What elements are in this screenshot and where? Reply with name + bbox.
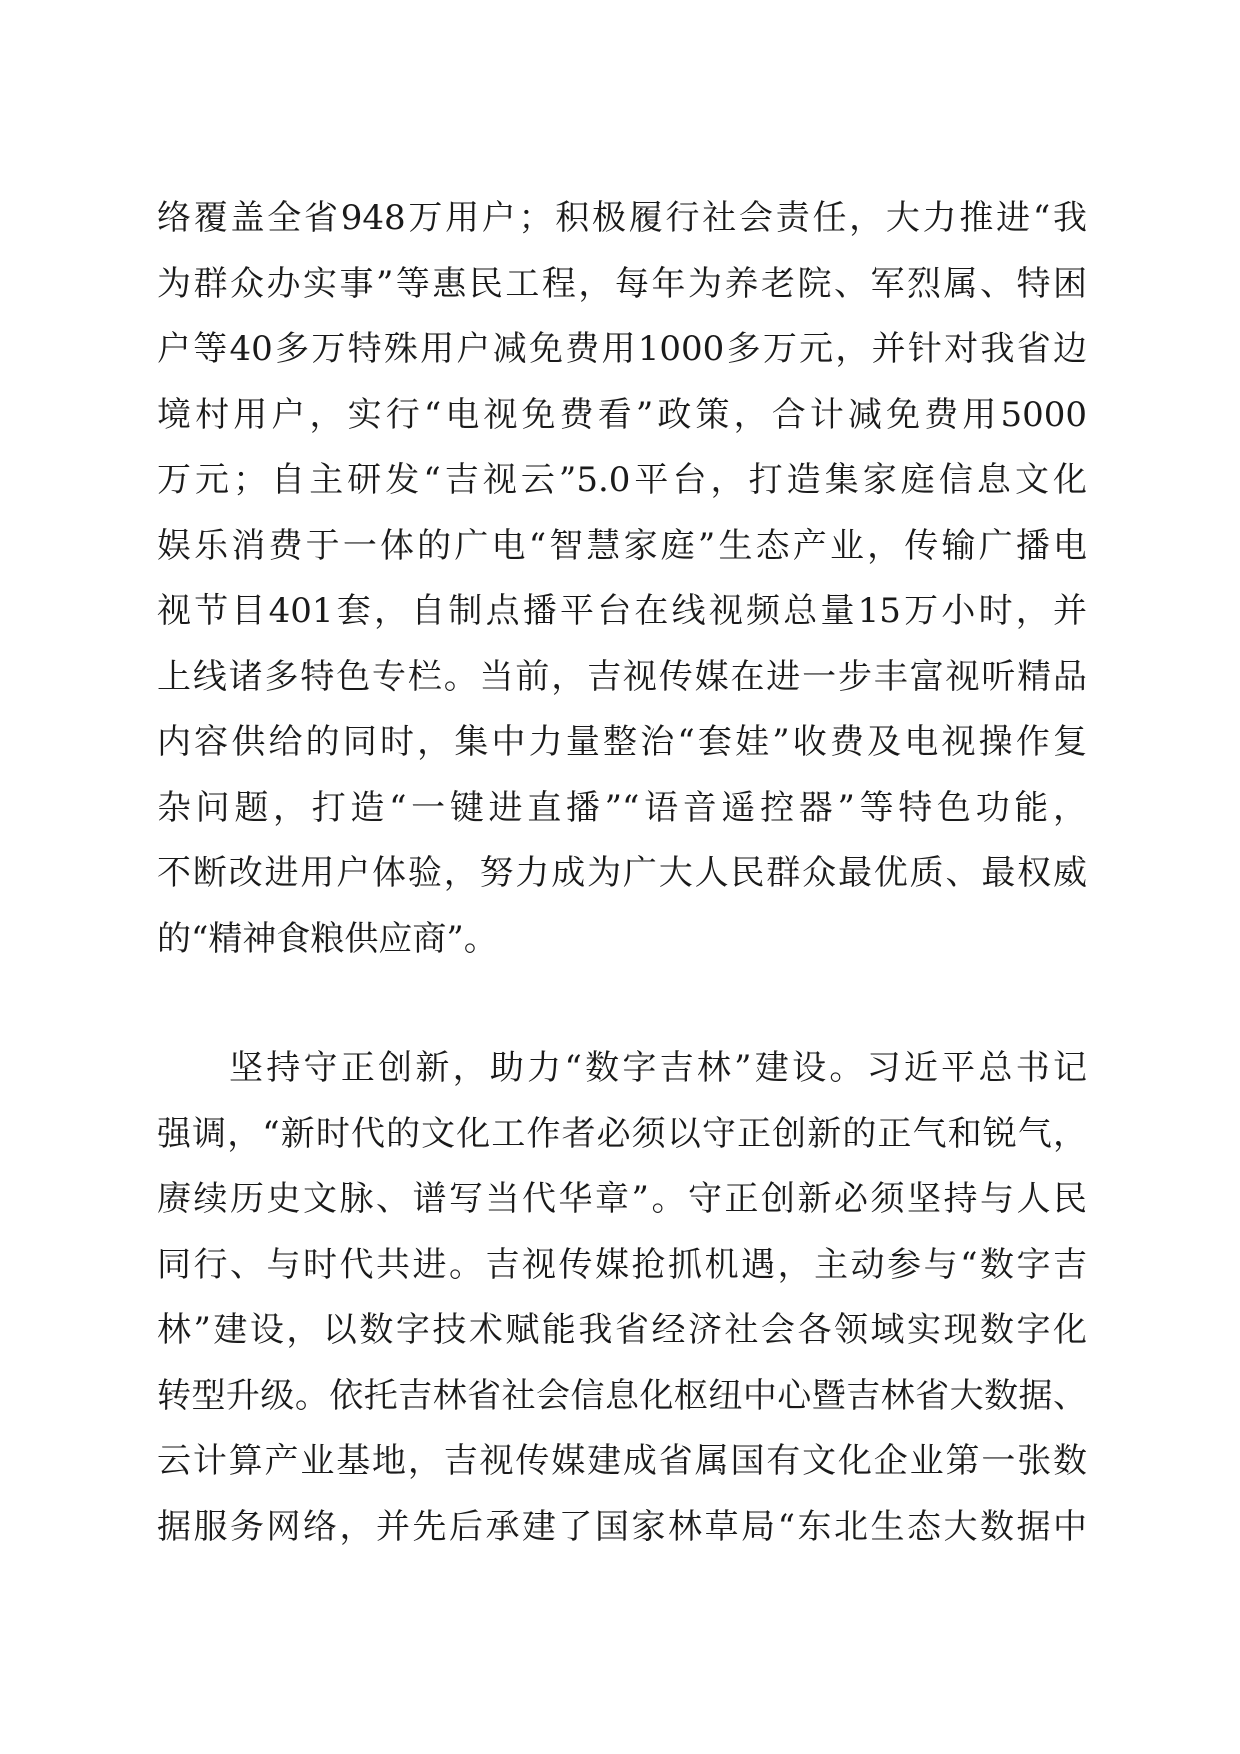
- text-line: 云计算产业基地，吉视传媒建成省属国有文化企业第一张数: [157, 1441, 1087, 1481]
- text-line: 据服务网络，并先后承建了国家林草局“东北生态大数据中: [157, 1506, 1087, 1547]
- text-line: 林”建设，以数字技术赋能我省经济社会各领域实现数字化: [157, 1310, 1087, 1350]
- text-line: 同行、与时代共进。吉视传媒抢抓机遇，主动参与“数字吉: [157, 1244, 1087, 1285]
- text-line: 万元；自主研发“吉视云”5.0平台，打造集家庭信息文化: [157, 460, 1087, 500]
- text-line: 娱乐消费于一体的广电“智慧家庭”生态产业，传输广播电: [157, 525, 1087, 566]
- text-line: 络覆盖全省948万用户；积极履行社会责任，大力推进“我: [157, 198, 1087, 238]
- paragraph-1: [157, 186, 1087, 972]
- text-line: 视节目401套，自制点播平台在线视频总量15万小时，并: [157, 591, 1087, 631]
- text-line: 转型升级。依托吉林省社会信息化枢纽中心暨吉林省大数据、: [157, 1375, 1087, 1416]
- text-line: 内容供给的同时，集中力量整治“套娃”收费及电视操作复: [157, 722, 1087, 762]
- text-line: 为群众办实事”等惠民工程，每年为养老院、军烈属、特困: [157, 263, 1087, 304]
- text-line: 不断改进用户体验，努力成为广大人民群众最优质、最权威: [157, 853, 1087, 893]
- text-line: 杂问题，打造“一键进直播”“语音遥控器”等特色功能，: [157, 787, 1087, 828]
- text-line: 坚持守正创新，助力“数字吉林”建设。习近平总书记: [229, 1048, 1087, 1088]
- text-line: 赓续历史文脉、谱写当代华章”。守正创新必须坚持与人民: [157, 1179, 1087, 1219]
- text-line: 强调，“新时代的文化工作者必须以守正创新的正气和锐气，: [157, 1113, 1087, 1154]
- text-line: 的“精神食粮供应商”。: [157, 918, 498, 959]
- text-line: 上线诸多特色专栏。当前，吉视传媒在进一步丰富视听精品: [157, 656, 1087, 697]
- paragraph-2: [157, 1036, 1087, 1560]
- text-line: 境村用户，实行“电视免费看”政策，合计减免费用5000: [157, 394, 1087, 435]
- text-line: 户等40多万特殊用户减免费用1000多万元，并针对我省边: [157, 329, 1087, 369]
